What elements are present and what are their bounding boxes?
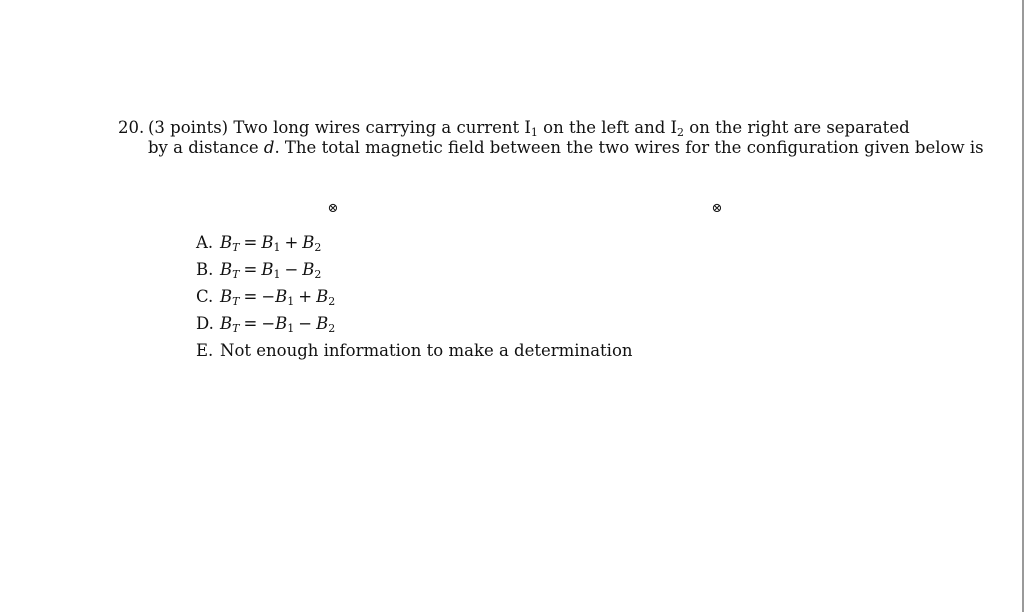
option-letter: C. bbox=[196, 287, 214, 306]
question-text-1c: on the right are separated bbox=[684, 118, 910, 137]
option-formula: $B_T = B_1 + B_2$ bbox=[220, 233, 322, 254]
option-formula: $B_T = -B_1 + B_2$ bbox=[220, 287, 336, 308]
option-letter: D. bbox=[196, 314, 214, 333]
option-letter: A. bbox=[196, 233, 214, 252]
distance-variable: d bbox=[263, 138, 275, 157]
option-c[interactable] bbox=[196, 287, 633, 314]
question-line-1 bbox=[118, 118, 908, 138]
question-text-2a: by a distance bbox=[148, 138, 264, 157]
question-text-1a: Two long wires carrying a current I bbox=[228, 118, 531, 137]
answer-options bbox=[196, 233, 633, 368]
option-text: Not enough information to make a determination bbox=[220, 341, 633, 360]
right-wire-into-page-icon: ⊗ bbox=[711, 201, 723, 216]
question-20 bbox=[118, 118, 984, 158]
question-line-2 bbox=[118, 138, 984, 158]
option-formula: $B_T = -B_1 - B_2$ bbox=[220, 314, 336, 335]
option-letter: B. bbox=[196, 260, 214, 279]
question-text-1b: on the left and I bbox=[537, 118, 678, 137]
option-letter: E. bbox=[196, 341, 214, 360]
question-points: (3 points) bbox=[148, 118, 229, 137]
option-formula: $B_T = B_1 - B_2$ bbox=[220, 260, 322, 281]
current-subscript-1: 1 bbox=[530, 126, 538, 139]
option-b[interactable] bbox=[196, 260, 633, 287]
question-text-2b: . The total magnetic field between the two wires for the configuration given below is bbox=[274, 138, 984, 157]
question-number: 20. bbox=[118, 118, 145, 137]
left-wire-into-page-icon: ⊗ bbox=[327, 201, 339, 216]
option-d[interactable] bbox=[196, 314, 633, 341]
option-e[interactable] bbox=[196, 341, 633, 368]
option-a[interactable] bbox=[196, 233, 633, 260]
current-subscript-2: 2 bbox=[677, 126, 685, 139]
